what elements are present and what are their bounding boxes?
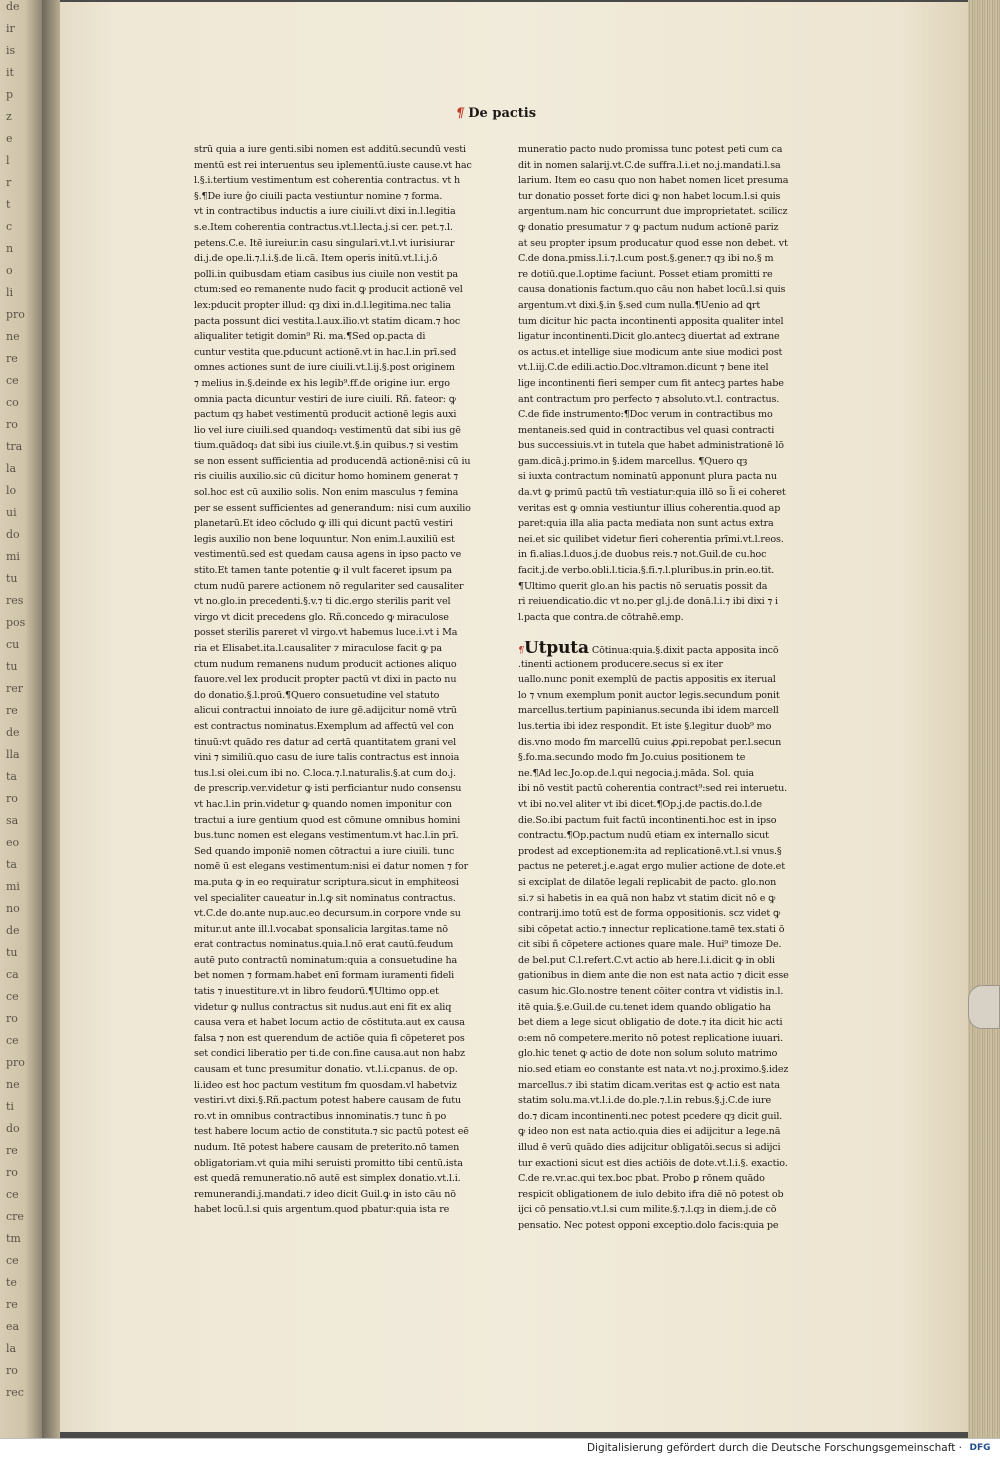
text-line: l.§.i.tertium vestimentum est coherentia contractus. vt h [194,175,461,187]
edge-fragment: do [6,528,20,541]
text-line: C.de re.vr.ac.qui tex.boc pbat. Probo ꝑ rōnem quādo [518,1173,765,1185]
page-fore-edge [968,0,1000,1438]
text-line: paret:quia illa alia pacta mediata non sunt actus extra [518,518,774,530]
text-line: causa vera et habet locum actio de cōstituta.aut ex causa [194,1017,465,1029]
lemma-text: Cōtinua:quia.§.dixit pacta apposita incō [591,645,779,656]
edge-fragment: ro [6,1166,18,1179]
text-line: nudum. Itē potest habere causam de preterito.nō tamen [194,1142,460,1153]
text-line: do.⁊ dicam incontinenti.nec potest pcedere qȝ dicit guil. [518,1110,783,1122]
book-gutter [42,0,60,1438]
text-line: cuntur vestita que.pducunt actionē.vt in hac.l.in prī.sed [194,346,457,358]
text-line: vel specialiter caueatur in.l.ꝙ sit nominatus contractus. [194,892,456,904]
edge-fragment: sa [6,814,19,827]
text-line: habet locū.l.si quis argentum.quod pbatur:quia ista re [194,1204,450,1216]
text-line: per se essent sufficientes ad generandum: nisi cum auxilio [194,502,471,514]
edge-fragment: ui [6,506,17,519]
text-line: est contractus nominatus.Exemplum ad affectū vel con [194,720,454,732]
text-line: polli.in quibusdam etiam casibus ius ciuile non vestit pa [194,268,459,280]
text-line: o:em nō competere.merito nō potest replicatione iuuari. [518,1032,783,1044]
text-line: de prescrip.ver.videtur ꝙ isti perficiantur nudo consensu [194,783,462,795]
text-line: fauore.vel lex producit propter pactū vt dixi in pacto nu [194,674,457,686]
text-line: in fi.alias.l.duos.j.de duobus reis.⁊ not.Guil.de cu.hoc [518,549,767,561]
edge-fragment: tu [6,946,18,959]
text-line: pacta possunt dici vestita.l.aux.ilio.vt statim dicam.⁊ hoc [194,315,461,327]
edge-fragment: ce [6,1254,19,1267]
edge-fragment: re [6,704,18,717]
edge-fragment: res [6,594,24,607]
dfg-logo: DFG [969,1443,991,1453]
text-line: re dotiū.que.l.optime faciunt. Posset etiam promitti re [518,268,773,280]
edge-fragment: re [6,1144,18,1157]
edge-fragment: ce [6,1034,19,1047]
edge-fragment: te [6,1276,17,1289]
text-line: tur exactioni sicut est dies actiōis de dote.vt.l.i.§. exactio. [518,1157,788,1169]
text-line: l.pacta que contra.de cōtrahē.emp. [518,611,684,623]
text-line: C.de dona.pmiss.l.i.⁊.l.cum post.§.gener.⁊ qȝ ibi no.§ m [518,253,774,265]
edge-fragment: li [6,286,14,299]
edge-fragment: is [6,44,16,57]
text-line: virgo vt dicit precedens glo. Rñ.concedo ꝙ miraculose [194,611,449,623]
edge-fragment: mi [6,880,20,893]
text-line: illud ē verū quādo dies adijcitur obligatōi.secus si adijci [518,1142,781,1153]
text-line: gam.dicā.j.primo.in §.idem marcellus. ¶Quero qȝ [518,455,748,467]
edge-fragment: lla [6,748,20,761]
edge-fragment: ta [6,858,17,871]
text-line: ⁊ melius in.§.deinde ex his legib⁹.ff.de origine iur. ergo [194,377,450,389]
text-line: .tinenti actionem producere.secus si ex iter [518,658,723,670]
text-line: vt.l.iij.C.de edili.actio.Doc.vltramon.dicunt ⁊ bene itel [518,362,769,374]
edge-fragment: ta [6,770,17,783]
text-line: lo ⁊ vnum exemplum ponit auctor legis.secundum ponit [518,689,780,701]
edge-fragment: ne [6,1078,20,1091]
edge-fragment: pro [6,1056,25,1069]
edge-fragment: lo [6,484,17,497]
edge-fragment: la [6,462,17,475]
text-line: argentum.vt dixi.§.in §.sed cum nulla.¶Uenio ad ꝗrt [518,299,761,311]
text-line: §.¶De iure ĝo ciuili pacta vestiuntur nomine ⁊ forma. [194,190,443,202]
text-line: cit sibi ñ cōpetere actiones quare male. Hui⁹ timoze De. [518,939,782,951]
text-line: vt ibi no.vel aliter vt ibi dicet.¶Op.j.de pactis.do.l.de [518,798,762,810]
text-line: contrarij.imo totū est de forma oppositionis. scz videt ꝙ [518,908,781,920]
text-line: veritas est ꝙ omnia vestiuntur illius coherentia.quod ap [518,502,781,514]
page-clip [968,985,1000,1029]
edge-fragment: r [6,176,12,189]
text-line: ctum:sed eo remanente nudo facit ꝙ producit actionē vel [194,284,463,296]
edge-fragment: re [6,352,18,365]
text-line: die.So.ibi pactum fuit factū incontinenti.hoc est in ipso [518,814,777,826]
edge-fragment: ce [6,990,19,1003]
text-line: vt.C.de do.ante nup.auc.eo decursum.in corpore vnde su [194,908,461,920]
edge-fragment: ro [6,418,18,431]
text-line: tur donatio posset forte dici ꝙ non habet locum.l.si quis [518,190,781,202]
edge-fragment: rer [6,682,24,695]
text-line: vt in contractibus inductis a iure ciuili.vt dixi in.l.legitia [194,206,456,218]
edge-fragment: ce [6,374,19,387]
text-line: bet diem a lege sicut obligatio de dote.⁊ ita dicit hic acti [518,1017,783,1029]
edge-fragment: tu [6,660,18,673]
footer-bar [0,1438,1000,1459]
text-line: casum hic.Glo.nostre tenent cōiter contra vt vidistis in.l. [518,986,784,998]
text-column-right [518,142,818,1234]
text-line: est quedā remuneratio.nō autē est simplex donatio.vt.l.i. [194,1173,461,1185]
text-line: alicui contractui innoiato de iure gē.adijcitur nomē vtrū [194,705,457,717]
text-line: bus successiuis.vt in tutela que habet administrationē lō [518,440,784,452]
text-line: vini ⁊ similiū.quo casu de iure talis contractus est innoia [194,752,460,764]
text-line: larium. Item eo casu quo non habet nomen licet presuma [518,175,789,187]
text-line: respicit obligationem de iulo debito ifra diē nō potest ob [518,1188,784,1200]
text-line: nei.et sic quilibet videtur fieri coherentia prīmi.vt.l.reos. [518,533,784,545]
text-line: planetarū.Et ideo cōcludo ꝙ illi qui dicunt pactū vestiri [194,518,453,530]
text-line: vt no.glo.in precedenti.§.v.⁊ ti dic.ergo sterilis parit vel [194,596,451,608]
text-line: §.fo.ma.secundo modo fm Jo.cuius positionem te [518,752,746,764]
edge-fragment: no [6,902,20,915]
edge-fragment: la [6,1342,17,1355]
edge-fragment: tra [6,440,23,453]
text-line: petens.C.e. Itē iureiur.in casu singulari.vt.l.vt iurisiurar [194,237,455,249]
text-line: de bel.put C.l.refert.C.vt actio ab here.l.i.dicit ꝙ in obli [518,954,775,966]
text-line: ri reiuendicatio.dic vt no.per gl.j.de donā.l.i.⁊ ibi dixi ⁊ i [518,596,778,608]
text-line: ant contractum pro perfecto ⁊ absoluto.vt.l. contractus. [518,393,780,405]
edge-fragment: o [6,264,13,277]
edge-fragment: p [6,88,14,101]
text-line: omnia pacta dicuntur vestiri de iure ciuili. Rñ. fateor: ꝙ [194,393,456,405]
text-line: aliqualiter tetigit domin⁹ Ri. ma.¶Sed op.pacta di [194,331,426,343]
edge-fragment: ca [6,968,19,981]
text-line: ꝙ donatio presumatur ⁊ ꝙ pactum nudum actionē pariz [518,221,779,233]
edge-fragment: de [6,0,20,13]
text-line: si iuxta contractum nominatū apponunt plura pacta nu [518,471,777,483]
text-line: tractui a iure gentium quod est cōmune omnibus homini [194,814,461,826]
text-line: lige incontinenti fieri semper cum fit antecꝫ partes habe [518,377,784,389]
text-line: tinuū:vt quādo res datur ad certā quantitatem grani vel [194,736,457,748]
text-line: si.⁊ si habetis in ea quā non habz vt statim dicit nō e ꝙ [518,892,776,904]
text-line: contractu.¶Op.pactum nudū etiam ex internallo sicut [518,830,769,842]
text-line: li.ideo est hoc pactum vestitum fm quosdam.vl habetviz [194,1079,457,1091]
text-line: pensatio. Nec potest opponi exceptio.dolo facis:quia pe [518,1219,779,1231]
text-line: facit.j.de verbo.obli.l.ticia.§.fi.⁊.l.pluribus.in prin.eo.tit. [518,565,775,577]
edge-fragment: de [6,924,20,937]
edge-fragment: ir [6,22,15,35]
running-head-text: De pactis [468,106,537,121]
text-line: di.j.de ope.li.⁊.l.i.§.de li.cā. Item operis initū.vt.l.i.j.ō [194,253,438,265]
text-line: ijci cō pensatio.vt.l.si cum milite.§.⁊.l.qȝ in diem.j.de cō [518,1204,777,1216]
edge-fragment: c [6,220,13,233]
edge-fragment: it [6,66,14,79]
text-line: mentaneis.sed quid in contractibus vel quasi contracti [518,424,775,436]
paragraph-mark: ¶ [518,645,524,656]
text-line: ne.¶Ad lec.Jo.op.de.l.qui negocia.j.māda. Sol. quia [518,767,754,779]
text-line: bus.tunc nomen est elegans vestimentum.vt hac.l.in prī. [194,830,459,842]
text-line: uallo.nunc ponit exemplū de pactis appositis ex iterual [518,674,776,686]
lemma-initial-word: Utputa [523,641,589,657]
text-line: test habere locum actio de constituta.⁊ sic pactū potest eē [194,1126,469,1138]
text-line: C.de fide instrumento:¶Doc verum in contractibus mo [518,409,773,421]
text-line: marcellus.⁊ ibi statim dicam.veritas est ꝙ actio est nata [518,1079,780,1091]
running-head [456,106,536,121]
text-line: mitur.ut ante ill.l.vocabat sponsalicia largitas.tame nō [194,923,448,935]
edge-fragment: ne [6,330,20,343]
text-line: ctum nudum remanens nudum producit actiones aliquo [194,658,457,670]
text-line: vt hac.l.in prin.videtur ꝙ quando nomen imponitur con [194,798,452,810]
text-line: tum dicitur hic pacta incontinenti apposita qualiter intel [518,315,784,327]
text-line: tatis ⁊ inuestiture.vt in libro feudorū.¶Ultimo opp.et [194,986,439,998]
text-line: set condici liberatio per ti.de con.fine causa.aut non habz [194,1048,465,1060]
text-line: muneratio pacto nudo promissa tunc potest peti cum ca [518,144,783,155]
text-line: legis auxilio non bene loquuntur. Non enim.l.auxiliū est [194,533,455,545]
edge-fragment: de [6,726,20,739]
text-line: strū quia a iure genti.sibi nomen est additū.secundū vesti [194,144,466,155]
text-line: ligatur incontinenti.Dicit glo.antecꝫ diuertat ad extrane [518,331,780,343]
text-line: do donatio.§.l.proū.¶Quero consuetudine vel statuto [194,689,440,701]
text-line: nomē ū est elegans vestimentum:nisi ei datur nomen ⁊ for [194,861,469,873]
edge-fragment: eo [6,836,20,849]
text-line: videtur ꝙ nullus contractus sit nudus.aut eni fit ex aliq [194,1001,452,1013]
paragraph-mark: ¶ [456,106,465,121]
edge-fragment: ce [6,1188,19,1201]
edge-fragment: pro [6,308,25,321]
previous-page-edge [0,0,42,1438]
text-line: marcellus.tertium papinianus.secunda ibi idem marcell [518,705,779,717]
edge-fragment: n [6,242,14,255]
edge-fragment: ro [6,1364,18,1377]
text-line: si exciplat de dilatōe legali replicabit de pacto. glo.non [518,876,777,888]
edge-fragment: do [6,1122,20,1135]
text-line: at seu propter ipsum producatur quod esse non debet. vt [518,237,788,249]
text-line: lio vel iure ciuili.sed quandoq₃ vestimentū dat sibi ius gē [194,424,461,436]
text-line: ria et Elisabet.ita.l.causaliter ⁊ miraculose facit ꝙ pa [194,643,442,654]
text-line: ibi nō vestit pactū coherentia contract⁹:sed rei interuetu. [518,783,788,795]
edge-fragment: t [6,198,11,211]
text-line: tus.l.si olei.cum ibi no. C.loca.⁊.l.naturalis.§.at cum do.j. [194,767,456,779]
edge-fragment: re [6,1298,18,1311]
text-line: ro.vt in omnibus contractibus innominatis.⁊ tunc n̄ po [194,1110,447,1122]
edge-fragment: pos [6,616,26,629]
text-line: pactum qȝ habet vestimentū producit actionē legis auxi [194,409,457,421]
text-line: vestimentū.sed est quedam causa agens in ipso pacto ve [194,549,462,561]
text-line: falsa ⁊ non est querendum de actiōe quia fi cōpeteret pos [194,1032,465,1044]
text-line: prodest ad exceptionem:ita ad replicationē.vt.l.si vnus.§ [518,845,782,857]
text-line: ma.puta ꝙ in eo requiratur scriptura.sicut in emphiteosi [194,876,459,888]
text-line: ꝙ ideo non est nata actio.quia dies ei adijcitur a lege.nā [518,1126,781,1138]
text-line: s.e.Item coherentia contractus.vt.l.lecta.j.si cer. pet.⁊.l. [194,221,453,233]
text-line: posset sterilis pareret vl virgo.vt habemus luce.i.vt i Ma [194,627,458,639]
text-line: erat contractus nominatus.quia.l.nō erat cautū.feudum [194,939,454,951]
text-line: argentum.nam hic concurrunt due improprietatet. scilicz [518,206,788,218]
edge-fragment: ro [6,1012,18,1025]
edge-fragment: z [6,110,12,123]
text-line: se non essent sufficientia ad producendā actionē:nisi cū iu [194,455,471,467]
text-line: lus.tertia ibi idez respondit. Et iste §.legitur duob⁹ mo [518,720,772,732]
text-line: autē puto contractū nominatum:quia a consuetudine ha [194,954,458,966]
edge-fragment: tu [6,572,18,585]
book-page [60,2,972,1432]
spacer [518,625,818,641]
text-line: itē quia.§.e.Guil.de cu.tenet idem quando obligatio ha [518,1001,771,1013]
text-line: sibi cōpetat actio.⁊ innectur replicatione.tamē tex.stati ō [518,923,785,935]
text-line: remunerandi.j.mandati.⁊ ideo dicit Guil.ꝙ in isto cāu nō [194,1188,456,1200]
text-line: obligatoriam.vt quia mihi seruisti promitto tibi centū.ista [194,1157,463,1169]
text-line: statim solu.ma.vt.l.i.de do.ple.⁊.l.in rebus.§.j.C.de iure [518,1095,771,1107]
text-line: causam et tunc presumitur donatio. vt.l.i.cpanus. de op. [194,1064,458,1076]
text-line: stito.Et tamen tante potentie ꝙ il vult faceret ipsum pa [194,565,452,577]
text-line: da.vt ꝙ primū pactū tm̄ vestiatur:quia illō so l̄i ei coheret [518,487,786,499]
text-line: gationibus in diem ante die non est nata actio ⁊ dicit esse [518,970,789,982]
text-line: vestiri.vt dixi.§.Rñ.pactum potest habere causam de futu [194,1095,462,1107]
edge-fragment: tm [6,1232,21,1245]
text-line: dis.vno modo fm marcellū cuius ꝓpi.repobat per.l.secun [518,736,782,748]
text-line: sol.hoc est cū auxilio solis. Non enim masculus ⁊ femina [194,487,459,499]
text-line: nio.sed etiam eo constante est nata.vt no.j.proximo.§.idez [518,1064,789,1076]
text-line: dit in nomen salarij.vt.C.de suffra.l.i.et no.j.mandati.l.sa [518,159,781,171]
text-line: ris ciuilis auxilio.sic cū dicitur homo hominem generat ⁊ [194,471,459,483]
text-line: pactus ne peteret.j.e.agat ergo mulier actione de dote.et [518,861,785,873]
text-line: causa donationis factum.quo cāu non habet locū.l.si quis [518,284,786,296]
text-line: mentū est rei interuentus seu iplementū.iuste cause.vt hac [194,159,472,171]
text-line: ¶Ultimo querit glo.an his pactis nō seruatis possit da [518,580,768,592]
text-line: Sed quando imponiē nomen cōtractui a iure ciuili. tunc [194,845,455,857]
edge-fragment: ea [6,1320,20,1333]
funding-credit: Digitalisierung gefördert durch die Deutsche Forschungsgemeinschaft · [586,1442,962,1454]
text-line: lex:pducit propter illud: qȝ dixi in.d.l.legitima.nec talia [194,299,451,311]
text-line: bet nomen ⁊ formam.habet enī formam iuramenti fideli [194,970,455,982]
text-line: tium.quādoq₃ dat sibi ius ciuile.vt.§.in quibus.⁊ si vestim [194,440,459,452]
edge-fragment: ro [6,792,18,805]
edge-fragment: e [6,132,13,145]
edge-fragment: rec [6,1386,24,1399]
text-line: omnes actiones sunt de iure ciuili.vt.l.ij.§.post originem [194,362,455,374]
edge-fragment: co [6,396,19,409]
edge-fragment: l [6,154,10,167]
text-line: ctum nudū parere actionem nō regulariter sed causaliter [194,580,464,592]
edge-fragment: ti [6,1100,14,1113]
edge-fragment: mi [6,550,20,563]
text-column-left [194,142,494,1218]
lemma-line [518,641,818,657]
edge-fragment: cre [6,1210,24,1223]
text-line: glo.hic tenet ꝙ actio de dote non solum soluto matrimo [518,1048,778,1060]
text-line: os actus.et intellige siue modicum ante siue modici post [518,346,783,358]
edge-fragment: cu [6,638,20,651]
